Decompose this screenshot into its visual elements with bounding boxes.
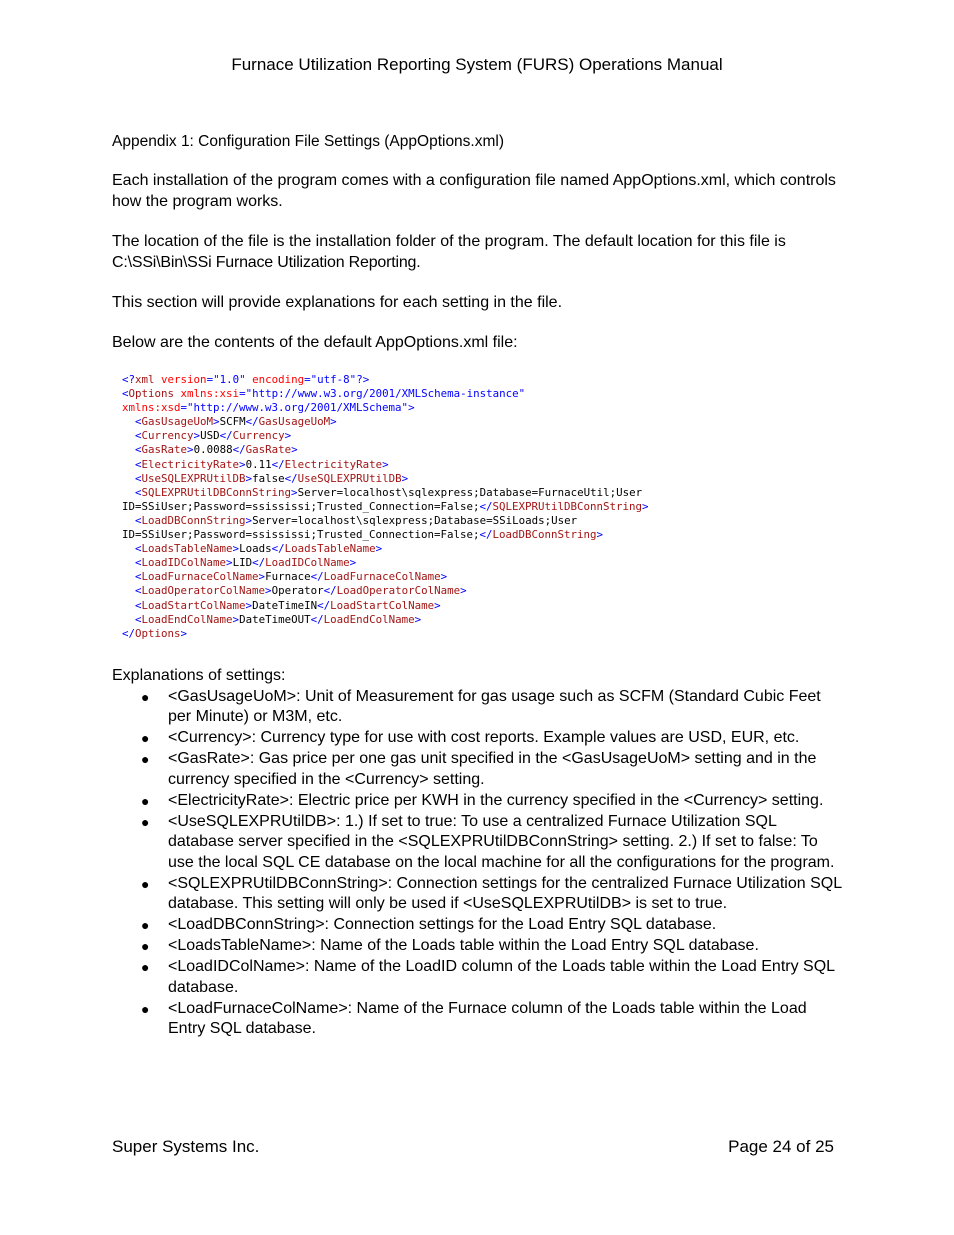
xml-element: <LoadIDColName>LID</LoadIDColName> [135, 556, 357, 570]
xml-element: <UseSQLEXPRUtilDB>false</UseSQLEXPRUtilDB> [135, 471, 409, 485]
xml-element: <LoadEndColName>DateTimeOUT</LoadEndColName> [135, 612, 422, 626]
explain-paragraph: This section will provide explanations for each setting in the file. [112, 294, 563, 311]
intro-paragraph: Each installation of the program comes with a configuration file named AppOptions.xml, which controls how the program works. [112, 172, 836, 210]
xml-element: <GasUsageUoM>SCFM</GasUsageUoM> [135, 415, 337, 429]
list-item [112, 936, 842, 957]
xml-element: <LoadFurnaceColName>Furnace</LoadFurnaceColName> [135, 570, 448, 584]
bullet-icon: ● [141, 688, 150, 705]
xml-element: <LoadOperatorColName>Operator</LoadOperatorColName> [135, 584, 467, 598]
list-item [112, 957, 842, 998]
explanations-list [112, 687, 842, 1040]
list-item-text: <UseSQLEXPRUtilDB>: 1.) If set to true: To use a centralized Furnace Utilization SQL database server specified in the <SQLEXPRUtilDBConnString> setting. 2.) If set to false: To use the local SQL CE database on the local machine for all the configurations for the program. [168, 812, 835, 871]
xml-element: <LoadStartColName>DateTimeIN</LoadStartColName> [135, 598, 441, 612]
xml-code-block [122, 373, 842, 641]
xml-element: <LoadDBConnString>Server=localhost\sqlexpress;Database=SSiLoads;User [135, 513, 578, 527]
list-item-text: <SQLEXPRUtilDBConnString>: Connection settings for the centralized Furnace Utilization SQL database. This setting will only be used if <UseSQLEXPRUtilDB> is set to true. [168, 874, 842, 913]
xml-element: <SQLEXPRUtilDBConnString>Server=localhost\sqlexpress;Database=FurnaceUtil;User [135, 485, 643, 499]
xml-options-open-cont: xmlns:xsd="http://www.w3.org/2001/XMLSchema"> [122, 401, 415, 415]
list-item [112, 791, 842, 812]
below-paragraph: Below are the contents of the default AppOptions.xml file: [112, 334, 518, 351]
explanations-label: Explanations of settings: [112, 666, 286, 684]
location-path: C:\SSi\Bin\SSi Furnace Utilization Reporting [112, 254, 417, 271]
bullet-icon: ● [141, 959, 150, 976]
xml-options-open: <Options xmlns:xsi="http://www.w3.org/2001/XMLSchema-instance" [122, 387, 526, 401]
bullet-icon: ● [141, 917, 150, 934]
location-text: The location of the file is the installation folder of the program. The default location for this file is [112, 233, 786, 250]
list-item-text: <GasUsageUoM>: Unit of Measurement for gas usage such as SCFM (Standard Cubic Feet per Minute) or M3M, etc. [168, 687, 821, 726]
footer-page-number: Page 24 of 25 [728, 1137, 834, 1156]
bullet-icon: ● [141, 1000, 150, 1017]
xml-options-close: </Options> [122, 626, 188, 640]
bullet-icon: ● [141, 751, 150, 768]
list-item [112, 728, 842, 749]
list-item-text: <LoadFurnaceColName>: Name of the Furnace column of the Loads table within the Load Entry SQL database. [168, 999, 807, 1038]
xml-element: <GasRate>0.0088</GasRate> [135, 443, 298, 457]
list-item-text: <Currency>: Currency type for use with cost reports. Example values are USD, EUR, etc. [168, 729, 800, 747]
xml-element: <ElectricityRate>0.11</ElectricityRate> [135, 457, 389, 471]
list-item-text: <LoadsTableName>: Name of the Loads table within the Load Entry SQL database. [168, 937, 759, 955]
list-item [112, 687, 842, 728]
list-item-text: <LoadIDColName>: Name of the LoadID column of the Loads table within the Load Entry SQL database. [168, 958, 835, 996]
list-item [112, 749, 842, 790]
bullet-icon: ● [141, 730, 150, 747]
page-header: Furnace Utilization Reporting System (FURS) Operations Manual [231, 55, 723, 74]
xml-element: <Currency>USD</Currency> [135, 429, 292, 443]
bullet-icon: ● [141, 938, 150, 955]
list-item-text: <ElectricityRate>: Electric price per KWH in the currency specified in the <Currency> setting. [168, 791, 824, 809]
list-item-text: <LoadDBConnString>: Connection settings for the Load Entry SQL database. [168, 916, 717, 934]
bullet-icon: ● [141, 792, 150, 809]
document-body [112, 133, 842, 1040]
list-item-text: <GasRate>: Gas price per one gas unit specified in the <GasUsageUoM> setting and in the currency specified in the <Currency> setting. [168, 750, 817, 788]
location-end: . [416, 254, 421, 271]
xml-declaration: <?xml version="1.0" encoding="utf-8"?> [122, 373, 370, 386]
section-heading: Appendix 1: Configuration File Settings (AppOptions.xml) [112, 133, 505, 150]
xml-element: <LoadsTableName>Loads</LoadsTableName> [135, 542, 383, 556]
footer-company: Super Systems Inc. [112, 1137, 260, 1156]
location-paragraph [112, 231, 842, 273]
list-item [112, 874, 842, 915]
list-item [112, 915, 842, 936]
list-item [112, 999, 842, 1040]
bullet-icon: ● [141, 813, 150, 830]
bullet-icon: ● [141, 875, 150, 892]
list-item [112, 812, 842, 874]
xml-element-cont: ID=SSiUser;Password=ssississi;Trusted_Connection=False;</LoadDBConnString> [122, 528, 604, 542]
xml-element-cont: ID=SSiUser;Password=ssississi;Trusted_Connection=False;</SQLEXPRUtilDBConnString> [122, 499, 649, 513]
